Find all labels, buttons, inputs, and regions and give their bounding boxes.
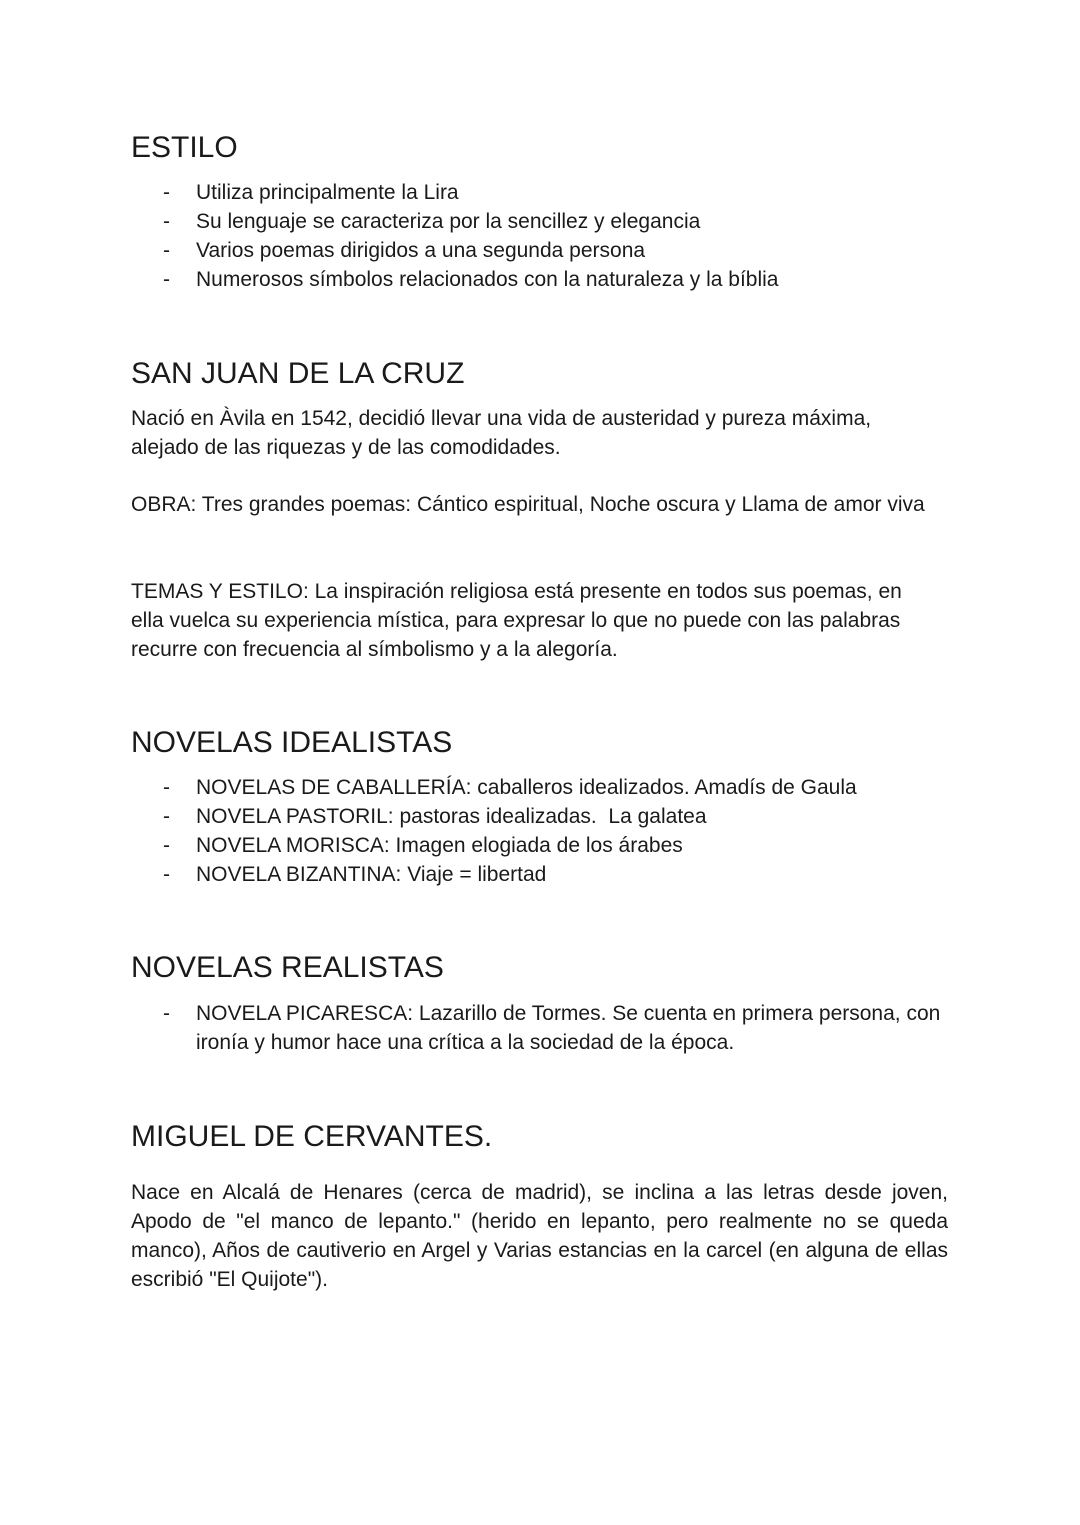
list-item (131, 265, 931, 294)
list-item (131, 860, 951, 889)
bullet-dash: - (163, 776, 170, 799)
list-item-text: Varios poemas dirigidos a una segunda persona (196, 239, 646, 262)
list-item (131, 178, 931, 207)
estilo-list (131, 178, 931, 294)
bullet-dash: - (163, 805, 170, 828)
bullet-dash: - (163, 239, 170, 262)
bullet-dash: - (163, 1002, 170, 1025)
list-item (131, 999, 941, 1057)
cervantes-bio: Nace en Alcalá de Henares (cerca de madrid), se inclina a las letras desde joven, Apodo de "el manco de lepanto." (herido en lepanto, pero realmente no se queda manco), Años de cautiverio en Argel y Varias estancias en la carcel (en alguna de ellas escribió "El Quijote"). (131, 1181, 948, 1291)
san-juan-heading: SAN JUAN DE LA CRUZ (131, 357, 465, 390)
list-item (131, 207, 931, 236)
bullet-dash: - (163, 834, 170, 857)
san-juan-obra: OBRA: Tres grandes poemas: Cántico espiritual, Noche oscura y Llama de amor viva (131, 493, 925, 516)
list-item-text: NOVELA MORISCA: Imagen elogiada de los árabes (196, 834, 683, 857)
list-item (131, 802, 951, 831)
bullet-dash: - (163, 863, 170, 886)
bullet-dash: - (163, 210, 170, 233)
list-item (131, 773, 951, 802)
idealistas-heading: NOVELAS IDEALISTAS (131, 726, 453, 759)
idealistas-list (131, 773, 951, 889)
list-item-text: NOVELA PASTORIL: pastoras idealizadas. La galatea (196, 805, 707, 828)
list-item-text: Utiliza principalmente la Lira (196, 181, 459, 204)
list-item-text: NOVELA PICARESCA: Lazarillo de Tormes. Se cuenta en primera persona, con ironía y humor hace una crítica a la sociedad de la época. (196, 1002, 941, 1054)
san-juan-temas: TEMAS Y ESTILO: La inspiración religiosa está presente en todos sus poemas, en ella vuelca su experiencia mística, para expresar lo que no puede con las palabras recurre con frecuencia al símbolismo y a la alegoría. (131, 580, 902, 661)
list-item (131, 236, 931, 265)
list-item-text: Numerosos símbolos relacionados con la naturaleza y la bíblia (196, 268, 779, 291)
realistas-heading: NOVELAS REALISTAS (131, 951, 444, 984)
bullet-dash: - (163, 268, 170, 291)
bullet-dash: - (163, 181, 170, 204)
san-juan-bio: Nació en Àvila en 1542, decidió llevar una vida de austeridad y pureza máxima, alejado de las riquezas y de las comodidades. (131, 407, 872, 459)
cervantes-heading: MIGUEL DE CERVANTES. (131, 1120, 493, 1153)
list-item (131, 831, 951, 860)
list-item-text: NOVELA BIZANTINA: Viaje = libertad (196, 863, 547, 886)
estilo-heading: ESTILO (131, 131, 238, 164)
realistas-list (131, 999, 941, 1057)
list-item-text: NOVELAS DE CABALLERÍA: caballeros idealizados. Amadís de Gaula (196, 776, 857, 799)
list-item-text: Su lenguaje se caracteriza por la sencillez y elegancia (196, 210, 701, 233)
